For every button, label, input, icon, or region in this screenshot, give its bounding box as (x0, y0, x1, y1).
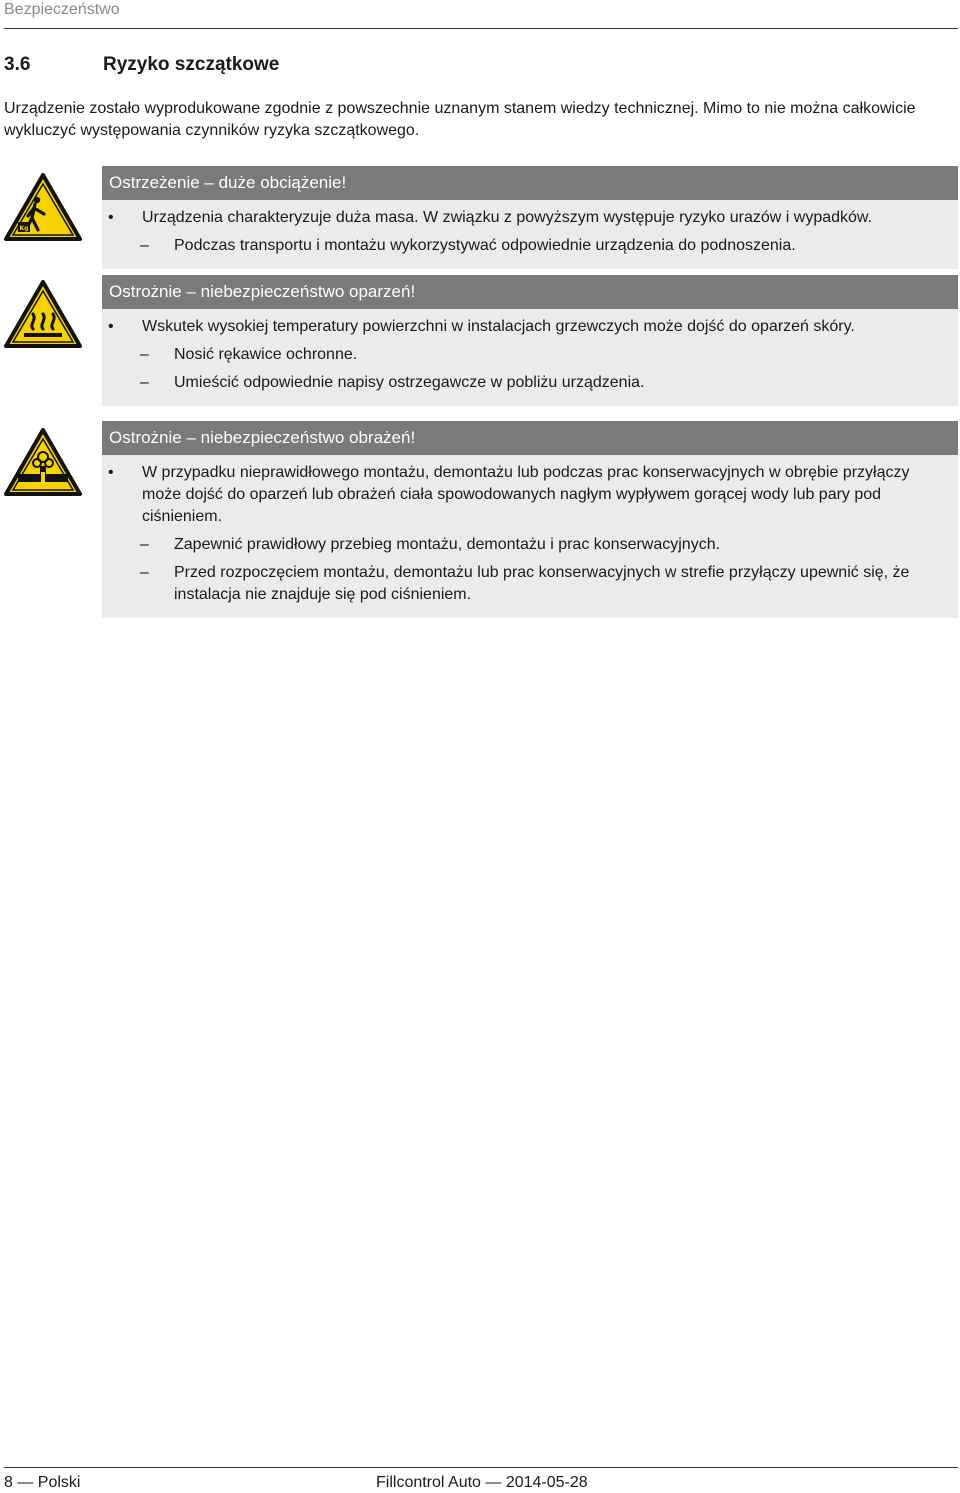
warning-bullet-text: Urządzenia charakteryzuje duża masa. W związku z powyższym występuje ryzyko urazów i wypadków. (142, 209, 873, 226)
warning-instruction (102, 372, 958, 394)
hot-surface-warning-icon (4, 279, 82, 349)
warning-bullet-text: W przypadku nieprawidłowego montażu, demontażu lub podczas prac konserwacyjnych w obrębie przyłączy może dojść do oparzeń lub obrażeń ciała spowodowanych nagłym wypływem gorącej wody lub pary pod ciśnieniem. (142, 464, 910, 525)
section-heading (4, 54, 279, 76)
footer-document: Fillcontrol Auto — 2014-05-28 (376, 1474, 588, 1491)
warning-bullet (102, 207, 958, 229)
warning-instruction (102, 562, 958, 606)
dash-marker: – (140, 374, 149, 391)
warning-instruction (102, 235, 958, 257)
warning-title: Ostrzeżenie – duże obciążenie! (102, 166, 958, 200)
svg-text:Kg: Kg (19, 225, 29, 232)
section-number: 3.6 (4, 54, 31, 75)
warning-title: Ostrożnie – niebezpieczeństwo obrażeń! (102, 421, 958, 455)
warning-title: Ostrożnie – niebezpieczeństwo oparzeń! (102, 275, 958, 309)
footer-page: 8 — Polski (4, 1474, 81, 1491)
warning-bullet (102, 462, 958, 528)
heavy-load-warning-icon (4, 172, 82, 242)
pressurized-release-warning-icon (4, 427, 82, 497)
warning-bullet (102, 316, 958, 338)
warning-box-injury (102, 421, 958, 618)
section-title: Ryzyko szczątkowe (103, 54, 280, 75)
warning-instruction-text: Umieścić odpowiednie napisy ostrzegawcze w pobliżu urządzenia. (174, 374, 645, 391)
bullet-marker: • (108, 464, 114, 481)
warning-instruction-text: Nosić rękawice ochronne. (174, 346, 358, 363)
header-divider (4, 28, 958, 29)
warning-instruction-text: Podczas transportu i montażu wykorzystywać odpowiednie urządzenia do podnoszenia. (174, 237, 796, 254)
dash-marker: – (140, 346, 149, 363)
warning-box-burns (102, 275, 958, 406)
warning-box-heavy-load (102, 166, 958, 269)
warning-instruction-text: Zapewnić prawidłowy przebieg montażu, demontażu i prac konserwacyjnych. (174, 536, 721, 553)
bullet-marker: • (108, 318, 114, 335)
dash-marker: – (140, 237, 149, 254)
warning-instruction (102, 344, 958, 366)
bullet-marker: • (108, 209, 114, 226)
running-header: Bezpieczeństwo (4, 1, 120, 18)
warning-bullet-text: Wskutek wysokiej temperatury powierzchni w instalacjach grzewczych może dojść do oparzeń skóry. (142, 318, 855, 335)
dash-marker: – (140, 536, 149, 553)
footer-divider (4, 1467, 958, 1468)
warning-instruction-text: Przed rozpoczęciem montażu, demontażu lub prac konserwacyjnych w strefie przyłączy upewnić się, że instalacja nie znajduje się pod ciśnieniem. (174, 564, 910, 603)
dash-marker: – (140, 564, 149, 581)
warning-instruction (102, 534, 958, 556)
intro-paragraph: Urządzenie zostało wyprodukowane zgodnie z powszechnie uznanym stanem wiedzy technicznej. Mimo to nie można całkowicie wykluczyć występowania czynników ryzyka szczątkowego. (4, 100, 916, 139)
